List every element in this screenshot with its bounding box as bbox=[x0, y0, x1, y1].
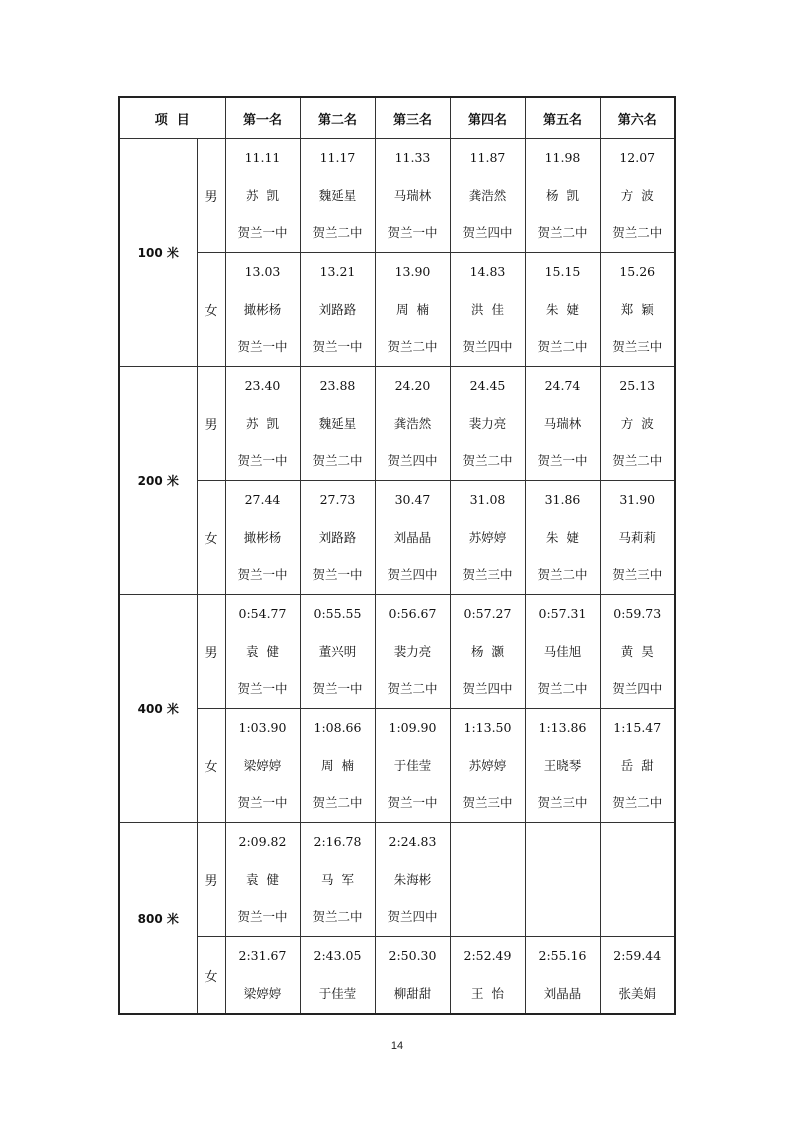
result-school: 贺兰一中 bbox=[237, 681, 288, 697]
result-name: 洪 佳 bbox=[471, 301, 504, 317]
result-time bbox=[526, 823, 600, 861]
result-name: 苏婷婷 bbox=[468, 757, 507, 773]
result-name: 马 军 bbox=[321, 871, 354, 887]
result-time: 0:57.27 bbox=[463, 606, 512, 622]
result-time: 25.13 bbox=[619, 378, 656, 394]
result-time: 1:15.47 bbox=[613, 720, 662, 736]
result-school: 贺兰四中 bbox=[612, 681, 663, 697]
result-school: 贺兰一中 bbox=[237, 339, 288, 355]
result-time: 23.40 bbox=[244, 378, 281, 394]
result-cell bbox=[375, 253, 450, 367]
result-school: 贺兰一中 bbox=[237, 909, 288, 925]
result-row bbox=[119, 937, 675, 1015]
result-row bbox=[119, 481, 675, 595]
result-cell bbox=[525, 709, 600, 823]
result-time: 0:54.77 bbox=[238, 606, 287, 622]
result-time: 12.07 bbox=[619, 150, 656, 166]
result-school: 贺兰一中 bbox=[537, 453, 588, 469]
page-number: 14 bbox=[390, 1040, 404, 1052]
result-name: 刘晶晶 bbox=[543, 986, 582, 1001]
result-school: 贺兰一中 bbox=[237, 225, 288, 241]
result-school: 贺兰三中 bbox=[537, 795, 588, 811]
result-school bbox=[601, 898, 675, 936]
result-cell bbox=[225, 367, 300, 481]
result-time: 1:13.86 bbox=[538, 720, 587, 736]
result-name: 朱 婕 bbox=[546, 301, 579, 317]
result-time: 2:16.78 bbox=[313, 834, 362, 850]
gender-label: 男 bbox=[197, 139, 225, 253]
result-cell bbox=[300, 595, 375, 709]
result-school: 贺兰一中 bbox=[312, 339, 363, 355]
result-time: 1:03.90 bbox=[238, 720, 287, 736]
result-time: 2:52.49 bbox=[463, 948, 512, 963]
result-cell bbox=[600, 823, 675, 937]
gender-label: 女 bbox=[197, 481, 225, 595]
event-name: 200 米 bbox=[119, 367, 197, 595]
result-time: 2:59.44 bbox=[613, 948, 662, 963]
result-name: 刘晶晶 bbox=[393, 529, 432, 545]
result-name: 郑 颖 bbox=[620, 301, 654, 317]
result-name: 朱海彬 bbox=[393, 871, 432, 887]
result-name: 于佳莹 bbox=[393, 757, 432, 773]
result-time: 1:08.66 bbox=[313, 720, 362, 736]
result-time: 2:09.82 bbox=[238, 834, 287, 850]
result-school: 贺兰二中 bbox=[612, 453, 663, 469]
result-cell bbox=[600, 253, 675, 367]
result-name: 刘路路 bbox=[318, 301, 357, 317]
result-cell bbox=[225, 937, 300, 1015]
result-cell bbox=[375, 367, 450, 481]
result-school: 贺兰二中 bbox=[387, 339, 438, 355]
result-name: 马佳旭 bbox=[543, 643, 582, 659]
result-name: 龚浩然 bbox=[393, 415, 432, 431]
header-place-3: 第三名 bbox=[375, 97, 450, 139]
result-school: 贺兰一中 bbox=[312, 681, 363, 697]
result-school: 贺兰三中 bbox=[612, 339, 663, 355]
result-time: 2:43.05 bbox=[313, 948, 362, 963]
gender-label: 男 bbox=[197, 595, 225, 709]
result-name: 撖彬杨 bbox=[243, 529, 282, 545]
result-name: 周 楠 bbox=[321, 757, 354, 773]
result-cell bbox=[525, 595, 600, 709]
result-time: 14.83 bbox=[469, 264, 506, 280]
result-school: 贺兰二中 bbox=[387, 681, 438, 697]
result-cell bbox=[300, 253, 375, 367]
result-time: 11.17 bbox=[319, 150, 356, 166]
result-time: 2:50.30 bbox=[388, 948, 437, 963]
event-name: 100 米 bbox=[119, 139, 197, 367]
result-cell bbox=[450, 253, 525, 367]
result-cell bbox=[300, 139, 375, 253]
result-school: 贺兰一中 bbox=[237, 567, 288, 583]
result-name: 袁 健 bbox=[246, 643, 279, 659]
result-school: 贺兰二中 bbox=[612, 225, 663, 241]
result-row bbox=[119, 709, 675, 823]
result-name: 刘路路 bbox=[318, 529, 357, 545]
result-time: 13.03 bbox=[244, 264, 281, 280]
result-cell bbox=[525, 367, 600, 481]
result-school: 贺兰二中 bbox=[537, 567, 588, 583]
results-body bbox=[119, 139, 675, 1015]
result-school: 贺兰一中 bbox=[387, 795, 438, 811]
result-time: 0:56.67 bbox=[388, 606, 437, 622]
result-name: 方 波 bbox=[620, 415, 654, 431]
result-time bbox=[601, 823, 675, 861]
result-time: 31.08 bbox=[469, 492, 506, 508]
result-cell bbox=[375, 823, 450, 937]
result-school: 贺兰四中 bbox=[462, 681, 513, 697]
result-name: 柳甜甜 bbox=[393, 986, 432, 1001]
result-time: 13.21 bbox=[319, 264, 356, 280]
result-cell bbox=[600, 709, 675, 823]
header-place-1: 第一名 bbox=[225, 97, 300, 139]
result-time: 0:55.55 bbox=[313, 606, 362, 622]
result-name: 魏延星 bbox=[318, 415, 357, 431]
result-name: 苏婷婷 bbox=[468, 529, 507, 545]
result-time: 15.15 bbox=[544, 264, 581, 280]
header-place-5: 第五名 bbox=[525, 97, 600, 139]
result-school: 贺兰四中 bbox=[387, 453, 438, 469]
result-time: 11.11 bbox=[244, 150, 281, 166]
result-name: 裴力亮 bbox=[468, 415, 507, 431]
result-school: 贺兰四中 bbox=[387, 909, 438, 925]
result-cell bbox=[225, 139, 300, 253]
result-cell bbox=[450, 937, 525, 1015]
gender-label: 男 bbox=[197, 823, 225, 937]
result-cell bbox=[450, 139, 525, 253]
result-school: 贺兰四中 bbox=[462, 339, 513, 355]
result-cell bbox=[525, 823, 600, 937]
result-school: 贺兰一中 bbox=[237, 453, 288, 469]
result-time: 1:09.90 bbox=[388, 720, 437, 736]
header-event: 项 目 bbox=[119, 97, 225, 139]
result-time: 27.44 bbox=[244, 492, 281, 508]
result-name: 黄 昊 bbox=[620, 643, 654, 659]
result-cell bbox=[450, 709, 525, 823]
gender-label: 女 bbox=[197, 253, 225, 367]
result-cell bbox=[600, 367, 675, 481]
result-name: 马瑞林 bbox=[543, 415, 582, 431]
result-name: 杨 凯 bbox=[546, 187, 579, 203]
result-school: 贺兰二中 bbox=[312, 453, 363, 469]
result-time bbox=[451, 823, 525, 861]
result-cell bbox=[600, 139, 675, 253]
result-name: 裴力亮 bbox=[393, 643, 432, 659]
result-school: 贺兰二中 bbox=[312, 909, 363, 925]
result-name: 马莉莉 bbox=[618, 529, 656, 545]
result-row bbox=[119, 139, 675, 253]
result-time: 2:24.83 bbox=[388, 834, 437, 850]
result-time: 24.74 bbox=[544, 378, 581, 394]
result-time: 1:13.50 bbox=[463, 720, 512, 736]
result-time: 23.88 bbox=[319, 378, 356, 394]
header-place-4: 第四名 bbox=[450, 97, 525, 139]
result-school: 贺兰一中 bbox=[312, 567, 363, 583]
results-table bbox=[118, 96, 676, 1015]
result-cell bbox=[525, 481, 600, 595]
result-time: 2:55.16 bbox=[538, 948, 587, 963]
gender-label: 男 bbox=[197, 367, 225, 481]
result-cell bbox=[450, 823, 525, 937]
header-row bbox=[119, 97, 675, 139]
result-cell bbox=[300, 823, 375, 937]
result-cell bbox=[375, 481, 450, 595]
result-name: 梁婷婷 bbox=[243, 757, 282, 773]
result-name: 王晓琴 bbox=[543, 757, 582, 773]
result-time: 11.87 bbox=[469, 150, 506, 166]
result-name: 朱 婕 bbox=[546, 529, 579, 545]
result-school: 贺兰二中 bbox=[312, 795, 363, 811]
result-school: 贺兰四中 bbox=[387, 567, 438, 583]
result-name: 董兴明 bbox=[318, 643, 357, 659]
result-cell bbox=[375, 595, 450, 709]
result-school bbox=[526, 898, 600, 936]
result-name: 张美娟 bbox=[618, 986, 656, 1001]
result-row bbox=[119, 595, 675, 709]
result-time: 15.26 bbox=[619, 264, 656, 280]
result-school: 贺兰二中 bbox=[537, 225, 588, 241]
result-cell bbox=[600, 937, 675, 1015]
result-cell bbox=[525, 253, 600, 367]
result-name: 魏延星 bbox=[318, 187, 357, 203]
result-school: 贺兰四中 bbox=[462, 225, 513, 241]
result-name: 撖彬杨 bbox=[243, 301, 282, 317]
result-name: 方 波 bbox=[620, 187, 654, 203]
result-cell bbox=[300, 481, 375, 595]
result-name: 梁婷婷 bbox=[243, 986, 282, 1001]
result-name: 岳 甜 bbox=[620, 757, 654, 773]
result-cell bbox=[375, 139, 450, 253]
result-row bbox=[119, 367, 675, 481]
result-time: 30.47 bbox=[394, 492, 431, 508]
result-name: 苏 凯 bbox=[246, 415, 279, 431]
result-name: 袁 健 bbox=[246, 871, 279, 887]
result-row bbox=[119, 253, 675, 367]
header-place-6: 第六名 bbox=[600, 97, 675, 139]
event-name: 800 米 bbox=[119, 823, 197, 1015]
result-school: 贺兰一中 bbox=[237, 795, 288, 811]
result-time: 24.45 bbox=[469, 378, 506, 394]
result-time: 0:59.73 bbox=[613, 606, 662, 622]
result-cell bbox=[525, 139, 600, 253]
result-cell bbox=[450, 595, 525, 709]
result-time: 27.73 bbox=[319, 492, 356, 508]
result-school: 贺兰一中 bbox=[387, 225, 438, 241]
result-cell bbox=[450, 367, 525, 481]
result-name: 于佳莹 bbox=[318, 986, 357, 1001]
result-cell bbox=[600, 481, 675, 595]
result-cell bbox=[600, 595, 675, 709]
event-name: 400 米 bbox=[119, 595, 197, 823]
result-name: 龚浩然 bbox=[468, 187, 507, 203]
result-cell bbox=[300, 367, 375, 481]
gender-label: 女 bbox=[197, 937, 225, 1015]
result-cell bbox=[225, 595, 300, 709]
result-time: 24.20 bbox=[394, 378, 431, 394]
result-name: 王 怡 bbox=[471, 986, 504, 1001]
result-time: 13.90 bbox=[394, 264, 431, 280]
result-name: 杨 灏 bbox=[471, 643, 504, 659]
header-place-2: 第二名 bbox=[300, 97, 375, 139]
result-name: 苏 凯 bbox=[246, 187, 279, 203]
result-time: 11.98 bbox=[544, 150, 581, 166]
result-cell bbox=[300, 709, 375, 823]
result-cell bbox=[450, 481, 525, 595]
result-name bbox=[451, 861, 525, 899]
result-school: 贺兰二中 bbox=[462, 453, 513, 469]
result-school: 贺兰二中 bbox=[612, 795, 663, 811]
gender-label: 女 bbox=[197, 709, 225, 823]
result-cell bbox=[225, 823, 300, 937]
result-name: 周 楠 bbox=[396, 301, 429, 317]
result-school: 贺兰二中 bbox=[537, 681, 588, 697]
result-cell bbox=[225, 481, 300, 595]
result-row bbox=[119, 823, 675, 937]
result-school: 贺兰三中 bbox=[462, 567, 513, 583]
result-cell bbox=[375, 937, 450, 1015]
result-cell bbox=[225, 709, 300, 823]
result-cell bbox=[225, 253, 300, 367]
result-school: 贺兰二中 bbox=[537, 339, 588, 355]
result-school: 贺兰三中 bbox=[462, 795, 513, 811]
result-cell bbox=[300, 937, 375, 1015]
result-school: 贺兰三中 bbox=[612, 567, 663, 583]
result-school bbox=[451, 898, 525, 936]
result-time: 31.90 bbox=[619, 492, 656, 508]
result-time: 11.33 bbox=[394, 150, 431, 166]
result-cell bbox=[375, 709, 450, 823]
result-time: 0:57.31 bbox=[538, 606, 587, 622]
result-school: 贺兰二中 bbox=[312, 225, 363, 241]
result-time: 31.86 bbox=[544, 492, 581, 508]
result-name bbox=[526, 861, 600, 899]
result-cell bbox=[525, 937, 600, 1015]
result-time: 2:31.67 bbox=[238, 948, 287, 963]
result-name: 马瑞林 bbox=[393, 187, 432, 203]
result-name bbox=[601, 861, 675, 899]
